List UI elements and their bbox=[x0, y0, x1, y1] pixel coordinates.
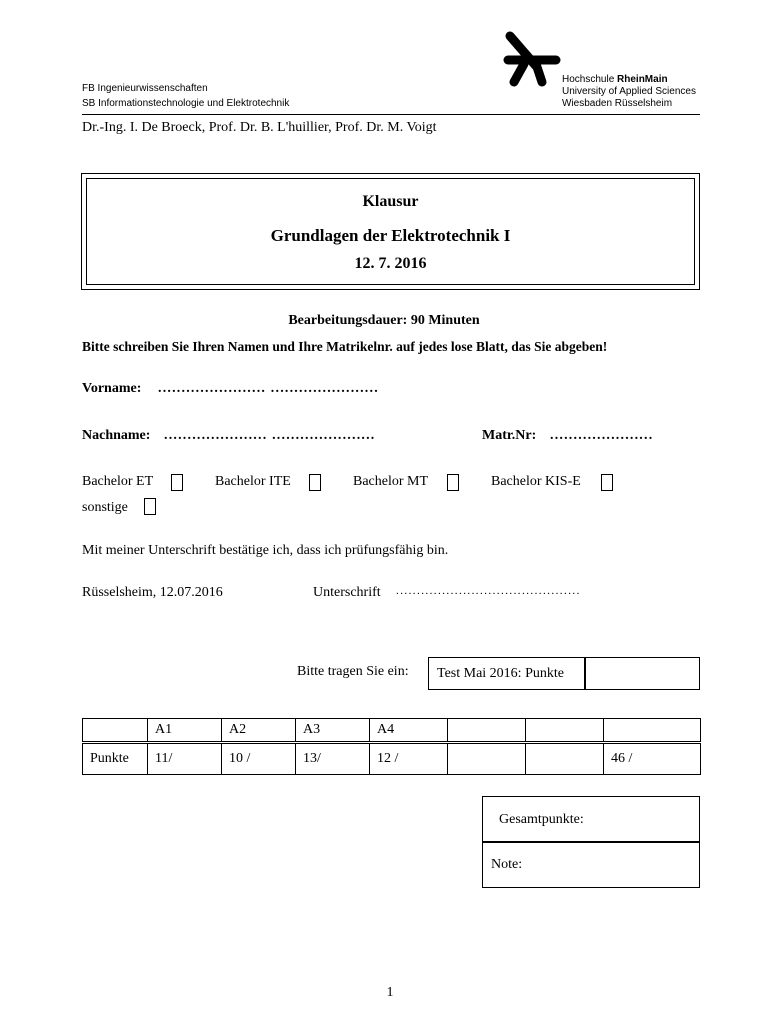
header-cell bbox=[604, 719, 701, 742]
score-cell-total[interactable]: 46 / bbox=[604, 744, 701, 775]
logo-line2: University of Applied Sciences bbox=[562, 86, 696, 97]
points-label: Punkte bbox=[83, 744, 148, 775]
signature-field[interactable]: ............................................ bbox=[396, 585, 581, 597]
checkbox-bachelor-ite[interactable] bbox=[309, 474, 321, 491]
header-cell-a1: A1 bbox=[148, 719, 222, 742]
header-cell-a4: A4 bbox=[370, 719, 448, 742]
checkbox-sonstige[interactable] bbox=[144, 498, 156, 515]
header-cell-a3: A3 bbox=[296, 719, 370, 742]
program-label-et: Bachelor ET bbox=[82, 474, 154, 489]
score-table bbox=[82, 743, 701, 775]
checkbox-bachelor-mt[interactable] bbox=[447, 474, 459, 491]
header-rule bbox=[82, 114, 700, 115]
score-cell-a4[interactable]: 12 / bbox=[370, 744, 448, 775]
program-label-mt: Bachelor MT bbox=[353, 474, 429, 489]
confirmation-text: Mit meiner Unterschrift bestätige ich, dass ich prüfungsfähig bin. bbox=[82, 543, 449, 558]
test-label: Test Mai 2016: Punkte bbox=[437, 666, 564, 681]
logo-text bbox=[562, 74, 696, 110]
score-cell-a3[interactable]: 13/ bbox=[296, 744, 370, 775]
nachname-label: Nachname: bbox=[82, 428, 151, 443]
score-row bbox=[83, 744, 701, 775]
matrikel-label: Matr.Nr: bbox=[482, 428, 537, 443]
nachname-field[interactable]: ...................... ...................... bbox=[164, 428, 376, 443]
score-cell-a1[interactable]: 11/ bbox=[148, 744, 222, 775]
program-label-ite: Bachelor ITE bbox=[215, 474, 291, 489]
vorname-field[interactable]: ....................... ....................... bbox=[158, 381, 379, 396]
header-cell bbox=[83, 719, 148, 742]
instruction: Bitte schreiben Sie Ihren Namen und Ihre Matrikelnr. auf jedes lose Blatt, das Sie abgeben! bbox=[82, 339, 608, 354]
department-line-1: FB Ingenieurwissenschaften bbox=[82, 83, 208, 94]
logo-line1-b: RheinMain bbox=[617, 74, 668, 85]
exam-date: 12. 7. 2016 bbox=[354, 255, 427, 272]
score-cell[interactable] bbox=[526, 744, 604, 775]
duration: Bearbeitungsdauer: 90 Minuten bbox=[288, 313, 480, 328]
matrikel-field[interactable]: ...................... bbox=[550, 428, 654, 443]
title-box bbox=[81, 173, 700, 290]
exam-title: Klausur bbox=[362, 193, 419, 210]
score-cell-a2[interactable]: 10 / bbox=[222, 744, 296, 775]
department-line-2: SB Informationstechnologie und Elektrotechnik bbox=[82, 98, 290, 109]
vorname-label: Vorname: bbox=[82, 381, 142, 396]
checkbox-bachelor-kis-e[interactable] bbox=[601, 474, 613, 491]
total-points-field[interactable] bbox=[482, 796, 700, 843]
professors-line: Dr.-Ing. I. De Broeck, Prof. Dr. B. L'huillier, Prof. Dr. M. Voigt bbox=[82, 120, 437, 135]
page-number: 1 bbox=[386, 985, 394, 1000]
course-title: Grundlagen der Elektrotechnik I bbox=[270, 226, 511, 245]
program-label-sonstige: sonstige bbox=[82, 500, 128, 515]
asterisk-logo-icon bbox=[500, 30, 564, 90]
test-value-field[interactable] bbox=[584, 657, 700, 690]
score-header-row bbox=[83, 719, 701, 742]
program-label-kis-e: Bachelor KIS-E bbox=[491, 474, 581, 489]
header-cell bbox=[448, 719, 526, 742]
test-label-cell bbox=[428, 657, 586, 690]
place-date: Rüsselsheim, 12.07.2016 bbox=[82, 585, 223, 600]
header-cell bbox=[526, 719, 604, 742]
score-cell[interactable] bbox=[448, 744, 526, 775]
grade-field[interactable] bbox=[482, 841, 700, 888]
score-table-header bbox=[82, 718, 701, 742]
header-cell-a2: A2 bbox=[222, 719, 296, 742]
test-prompt: Bitte tragen Sie ein: bbox=[297, 664, 409, 679]
logo-line3: Wiesbaden Rüsselsheim bbox=[562, 98, 673, 109]
logo-line1-a: Hochschule bbox=[562, 74, 618, 85]
checkbox-bachelor-et[interactable] bbox=[171, 474, 183, 491]
total-points-label: Gesamtpunkte: bbox=[499, 812, 584, 827]
grade-label: Note: bbox=[491, 857, 523, 872]
signature-label: Unterschrift bbox=[313, 585, 381, 600]
